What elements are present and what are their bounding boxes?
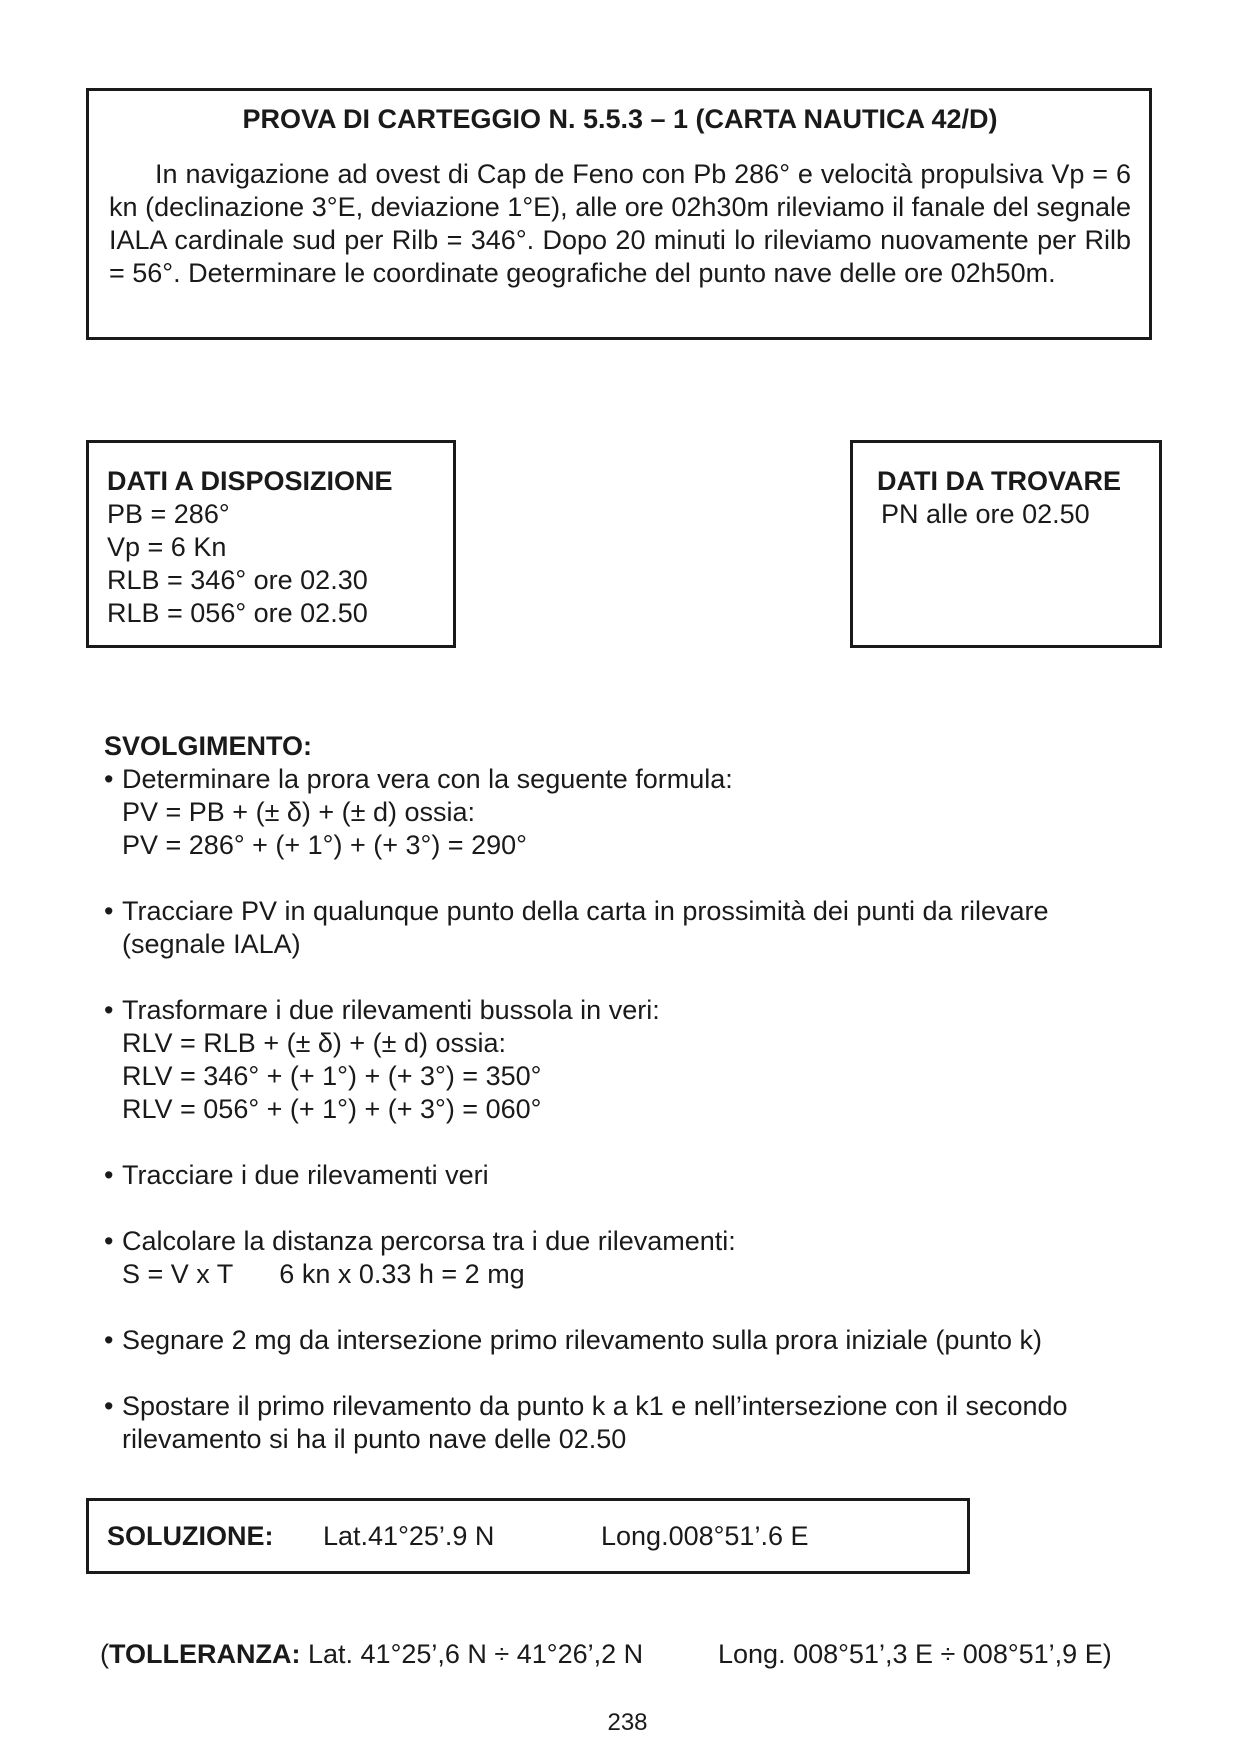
tolerance-latitude: Lat. 41°25’,6 N ÷ 41°26’,2 N	[308, 1639, 644, 1669]
solution-step	[104, 763, 1164, 862]
answer-label: SOLUZIONE:	[107, 1521, 274, 1551]
step-text: Trasformare i due rilevamenti bussola in veri:	[122, 995, 660, 1025]
step-formula: PV = 286° + (+ 1°) + (+ 3°) = 290°	[122, 830, 527, 860]
solution-heading: SVOLGIMENTO:	[104, 731, 313, 761]
step-text: Tracciare PV in qualunque punto della carta in prossimità dei punti da rilevare	[122, 896, 1049, 926]
bullet-icon: •	[104, 995, 114, 1025]
step-text: Segnare 2 mg da intersezione primo rilevamento sulla prora iniziale (punto k)	[122, 1325, 1042, 1355]
bullet-icon: •	[104, 1391, 114, 1421]
tolerance-line	[100, 1638, 1112, 1671]
solution-step	[104, 1324, 1164, 1357]
problem-box	[86, 88, 1152, 340]
step-text: Tracciare i due rilevamenti veri	[122, 1160, 489, 1190]
given-data-line: Vp = 6 Kn	[107, 532, 227, 562]
tolerance-label: TOLLERANZA:	[109, 1639, 301, 1669]
answer-box	[86, 1498, 970, 1574]
step-calculation: 6 kn x 0.33 h = 2 mg	[279, 1259, 525, 1289]
step-formula: RLV = 346° + (+ 1°) + (+ 3°) = 350°	[122, 1061, 542, 1091]
bullet-icon: •	[104, 896, 114, 926]
to-find-box	[850, 440, 1162, 648]
step-formula: RLV = RLB + (± δ) + (± d) ossia:	[122, 1028, 507, 1058]
to-find-line: PN alle ore 02.50	[881, 499, 1090, 529]
given-data-heading: DATI A DISPOSIZIONE	[107, 466, 393, 496]
step-formula: S = V x T	[122, 1259, 234, 1289]
solution-step	[104, 1225, 1164, 1291]
bullet-icon: •	[104, 1325, 114, 1355]
step-formula: PV = PB + (± δ) + (± d) ossia:	[122, 797, 476, 827]
step-text: (segnale IALA)	[122, 929, 301, 959]
solution-section	[104, 730, 1164, 1489]
page-number: 238	[607, 1709, 648, 1736]
answer-latitude: Lat.41°25’.9 N	[323, 1521, 495, 1551]
given-data-line: PB = 286°	[107, 499, 230, 529]
solution-step	[104, 895, 1164, 961]
answer-longitude: Long.008°51’.6 E	[601, 1521, 809, 1551]
bullet-icon: •	[104, 1160, 114, 1190]
given-data-line: RLB = 346° ore 02.30	[107, 565, 368, 595]
bullet-icon: •	[104, 1226, 114, 1256]
step-text: Determinare la prora vera con la seguente formula:	[122, 764, 733, 794]
tolerance-longitude: Long. 008°51’,3 E ÷ 008°51’,9 E)	[718, 1639, 1112, 1669]
tolerance-open-paren: (	[100, 1639, 109, 1669]
given-data-line: RLB = 056° ore 02.50	[107, 598, 368, 628]
solution-step	[104, 994, 1164, 1126]
to-find-heading: DATI DA TROVARE	[877, 466, 1121, 496]
problem-text: In navigazione ad ovest di Cap de Feno con Pb 286° e velocità propulsiva Vp = 6 kn (declinazione 3°E, deviazione 1°E), alle ore 02h30m rileviamo il fanale del segnale IALA cardinale sud per Rilb = 346°. Dopo 20 minuti lo rileviamo nuovamente per Rilb = 56°. Determinare le coordinate geografiche del punto nave delle ore 02h50m.	[109, 159, 1131, 288]
solution-step	[104, 1390, 1164, 1456]
step-text: rilevamento si ha il punto nave delle 02.50	[122, 1424, 627, 1454]
step-formula: RLV = 056° + (+ 1°) + (+ 3°) = 060°	[122, 1094, 542, 1124]
given-data-box	[86, 440, 456, 648]
bullet-icon: •	[104, 764, 114, 794]
step-text: Calcolare la distanza percorsa tra i due rilevamenti:	[122, 1226, 736, 1256]
problem-title: PROVA DI CARTEGGIO N. 5.5.3 – 1 (CARTA NAUTICA 42/D)	[242, 104, 998, 134]
solution-step	[104, 1159, 1164, 1192]
step-text: Spostare il primo rilevamento da punto k a k1 e nell’intersezione con il secondo	[122, 1391, 1068, 1421]
